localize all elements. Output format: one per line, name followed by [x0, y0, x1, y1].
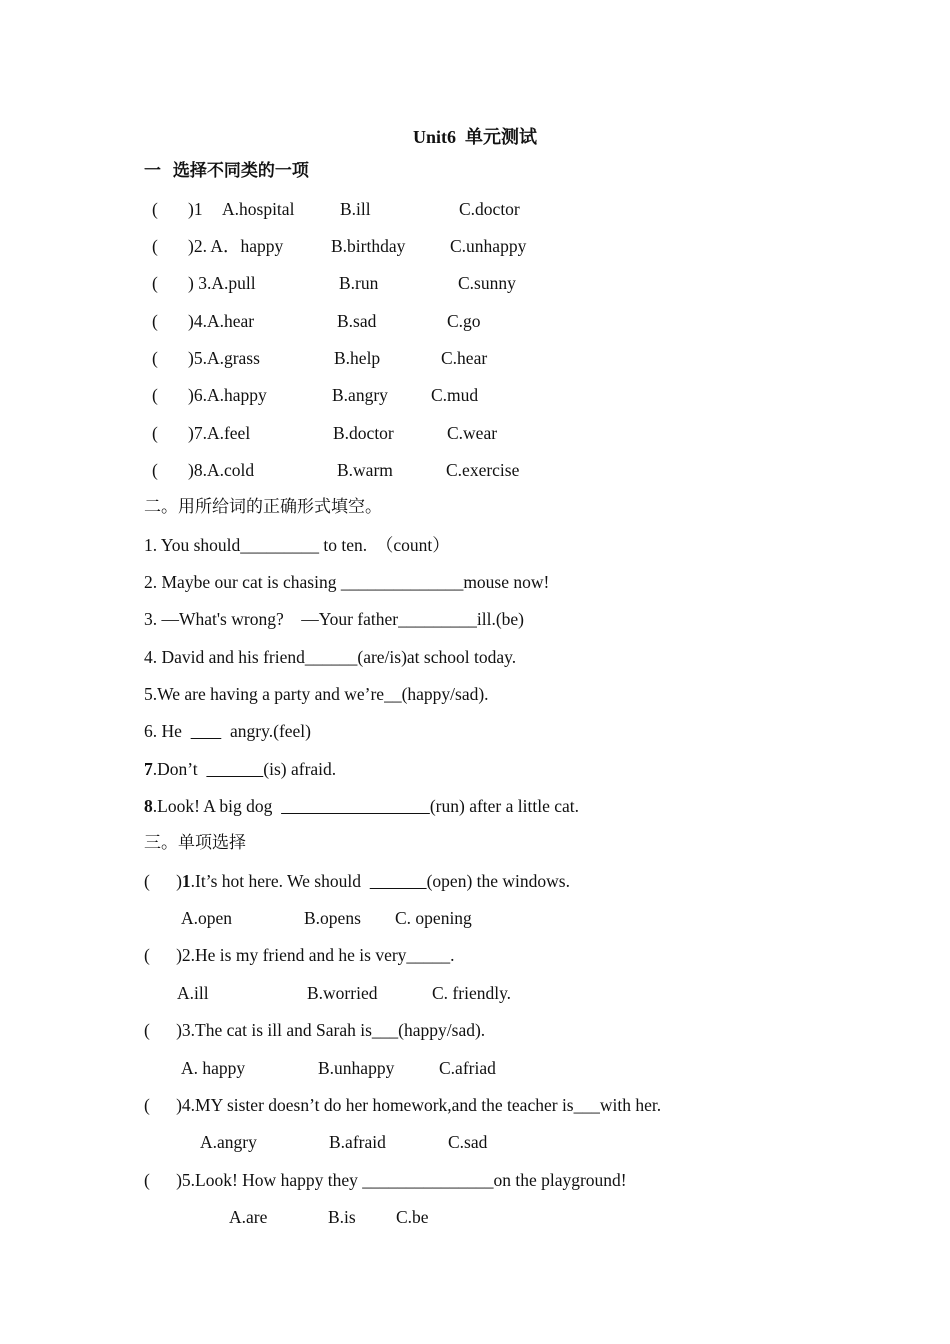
option-a: A.hospital	[222, 199, 295, 219]
question-text: .Look! A big dog	[152, 796, 282, 816]
option-c: C. opening	[395, 908, 472, 928]
option-c: C.exercise	[446, 460, 520, 480]
answer-paren: (	[152, 273, 158, 293]
section1-heading: 一 选择不同类的一项	[144, 161, 309, 181]
item-number: )4.A.hear	[188, 311, 255, 331]
option-c: C.sad	[448, 1132, 488, 1152]
question-text: .It’s hot here. We should	[190, 871, 370, 891]
option-a: A. happy	[181, 1058, 246, 1078]
option-b: B.run	[339, 273, 379, 293]
answer-paren: (	[152, 460, 158, 480]
option-a: A.open	[181, 908, 233, 928]
answer-blank	[206, 759, 263, 779]
question-number: 1	[181, 871, 191, 891]
answer-paren: (	[152, 348, 158, 368]
choice-question-1	[144, 870, 570, 892]
option-c: C.sunny	[458, 273, 516, 293]
fill-question-7	[144, 758, 336, 780]
item-number: )2. A．happy	[188, 236, 284, 256]
option-b: B.doctor	[333, 423, 394, 443]
question-text: (open) the windows.	[426, 871, 570, 891]
choice-question-4: ( )4.MY sister doesn’t do her homework,and the teacher is___with her.	[144, 1095, 662, 1115]
item-number: )5.A.grass	[188, 348, 260, 368]
option-a: A.ill	[177, 983, 209, 1003]
option-c: C.mud	[431, 385, 479, 405]
option-c: C. friendly.	[432, 983, 512, 1003]
question-text: 6. He	[144, 721, 191, 741]
option-c: C.be	[396, 1207, 429, 1227]
item-number: )6.A.happy	[188, 385, 267, 405]
option-b: B.unhappy	[318, 1058, 395, 1078]
answer-blank	[370, 871, 427, 891]
option-a: A.are	[229, 1207, 268, 1227]
option-b: B.angry	[332, 385, 388, 405]
option-b: B.opens	[304, 908, 361, 928]
fill-question-1: 1. You should_________ to ten. （count）	[144, 535, 450, 555]
answer-blank	[191, 721, 222, 741]
answer-paren: (	[152, 423, 158, 443]
answer-paren: ( )	[144, 871, 182, 891]
answer-paren: (	[152, 385, 158, 405]
option-b: B.help	[334, 348, 381, 368]
choice-question-3: ( )3.The cat is ill and Sarah is___(happy/sad).	[144, 1020, 486, 1040]
option-b: B.is	[328, 1207, 356, 1227]
fill-question-3: 3. —What's wrong? —Your father_________ill.(be)	[144, 609, 524, 629]
fill-question-4: 4. David and his friend______(are/is)at school today.	[144, 647, 517, 667]
question-number: 8	[144, 796, 153, 816]
option-b: B.afraid	[329, 1132, 386, 1152]
answer-paren: (	[152, 311, 158, 331]
option-a: A.angry	[200, 1132, 257, 1152]
question-text: .Don’t	[152, 759, 207, 779]
choice-question-2: ( )2.He is my friend and he is very_____.	[144, 945, 455, 965]
option-b: B.birthday	[331, 236, 406, 256]
option-c: C.unhappy	[450, 236, 527, 256]
section2-heading: 二。用所给词的正确形式填空。	[144, 497, 382, 517]
option-c: C.wear	[447, 423, 498, 443]
question-text: (run) after a little cat.	[429, 796, 579, 816]
option-b: B.sad	[337, 311, 377, 331]
item-number: ) 3.A.pull	[188, 273, 256, 293]
item-number: )7.A.feel	[188, 423, 251, 443]
answer-paren: (	[152, 199, 158, 219]
option-c: C.go	[447, 311, 481, 331]
option-b: B.worried	[307, 983, 378, 1003]
option-c: C.hear	[441, 348, 488, 368]
option-c: C.doctor	[459, 199, 520, 219]
answer-blank	[281, 796, 430, 816]
option-b: B.warm	[337, 460, 393, 480]
choice-question-5: ( )5.Look! How happy they _______________on the playground!	[144, 1170, 627, 1190]
question-number: 7	[144, 759, 153, 779]
option-b: B.ill	[340, 199, 371, 219]
option-c: C.afriad	[439, 1058, 496, 1078]
section3-heading: 三。单项选择	[144, 833, 246, 853]
fill-question-6	[144, 720, 311, 742]
fill-question-2: 2. Maybe our cat is chasing ______________mouse now!	[144, 572, 550, 592]
answer-paren: (	[152, 236, 158, 256]
item-number: )8.A.cold	[188, 460, 255, 480]
item-number: )1	[188, 199, 203, 219]
question-text: angry.(feel)	[221, 721, 311, 741]
question-text: (is) afraid.	[263, 759, 337, 779]
page-title: Unit6 单元测试	[412, 127, 537, 147]
fill-question-5: 5.We are having a party and we’re__(happy/sad).	[144, 684, 489, 704]
fill-question-8	[144, 795, 579, 817]
